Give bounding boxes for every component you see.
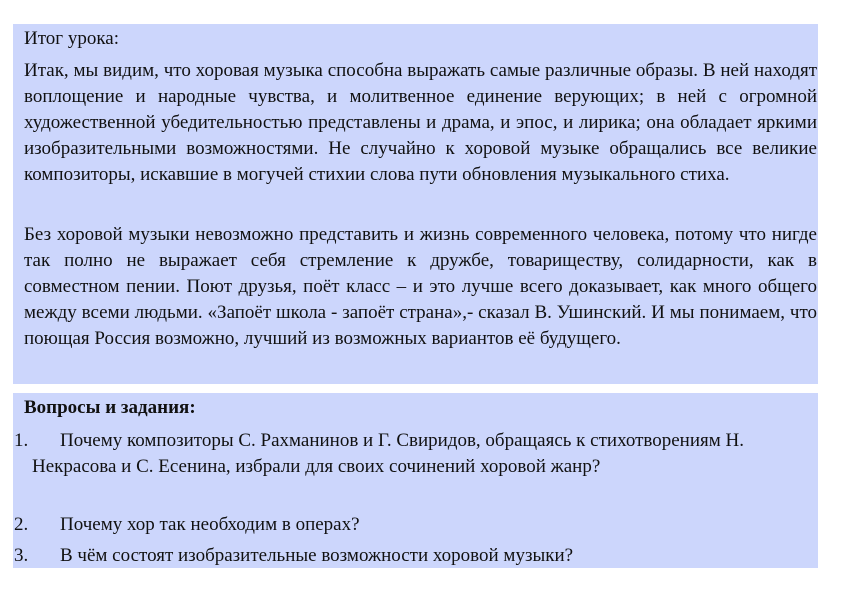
question-number-3: 3. (14, 545, 29, 566)
question-item-3 (14, 543, 810, 569)
questions-heading: Вопросы и задания: (24, 397, 196, 418)
question-text-2: Почему хор так необходим в операх? (60, 514, 360, 535)
question-text-1: Почему композиторы С. Рахманинов и Г. Свиридов, обращаясь к стихотворениям Н. Некрасова и С. Есенина, избрали для своих сочинений хоровой жанр? (32, 430, 744, 477)
question-number-1: 1. (14, 430, 29, 451)
question-text-3: В чём состоят изобразительные возможности хоровой музыки? (60, 545, 574, 566)
question-item-2 (14, 512, 810, 538)
summary-paragraph-2: Без хоровой музыки невозможно представить и жизнь современного человека, потому что нигде так полно не выражает себя стремление к дружбе, товариществу, солидарности, как в совместном пении. Поют друзья, поёт класс – и это лучше всего доказывает, как много общего между всеми людьми. «Запоёт школа - запоёт страна»,- сказал В. Ушинский. И мы понимаем, что поющая Россия возможно, лучший из возможных вариантов её будущего. (24, 224, 817, 349)
question-number-2: 2. (14, 514, 29, 535)
summary-title: Итог урока: (24, 28, 119, 49)
question-item-1 (14, 428, 810, 480)
summary-paragraph-1: Итак, мы видим, что хоровая музыка способна выражать самые различные образы. В ней находят воплощение и народные чувства, и молитвенное единение верующих; в ней с огромной художественной убедительностью представлены и драма, и эпос, и лирика; она обладает яркими изобразительными возможностями. Не случайно к хоровой музыке обращались все великие композиторы, искавшие в могучей стихии слова пути обновления музыкального стиха. (24, 60, 817, 185)
